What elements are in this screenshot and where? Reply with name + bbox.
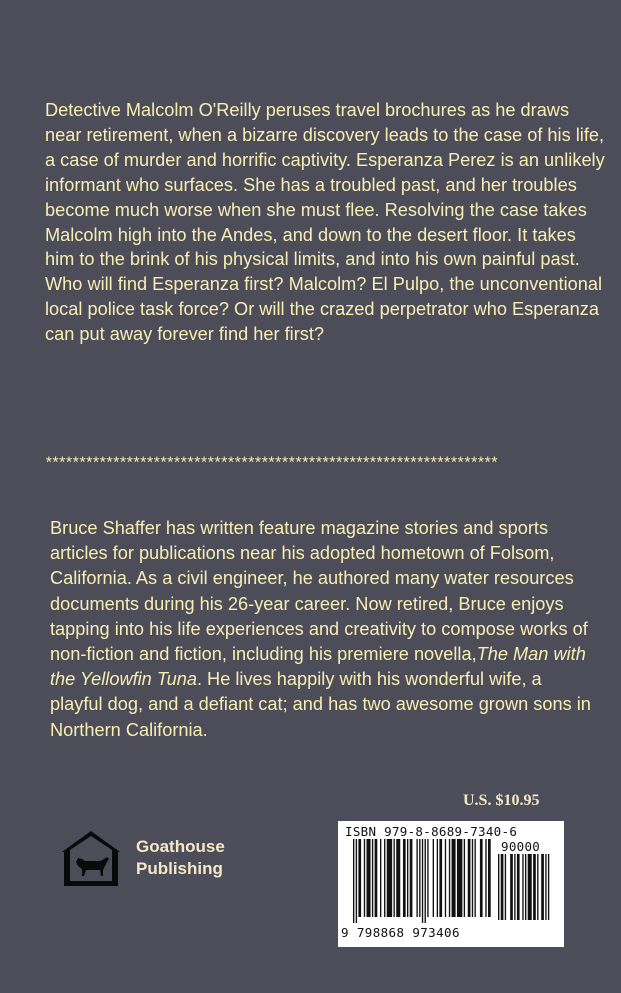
barcode-bar bbox=[537, 854, 538, 920]
publisher-name bbox=[136, 836, 225, 880]
barcode-bar bbox=[498, 854, 499, 920]
author-bio bbox=[50, 516, 595, 743]
bio-text-start: Bruce Shaffer has written feature magazine stories and sports articles for publications near his adopted hometown of Folsom, California. As a civil engineer, he authored many water resources documents during his 26-year career. Now retired, Bruce enjoys tapping into his life experiences and creativity to compose works of non-fiction and fiction, including his premiere novella, bbox=[50, 518, 588, 665]
barcode-bar bbox=[433, 839, 434, 917]
barcode-bar bbox=[475, 839, 476, 917]
barcode-bar bbox=[437, 839, 438, 917]
barcode-bar bbox=[375, 839, 378, 917]
barcode-bar bbox=[501, 854, 504, 920]
bio-text-end: . He lives happily with his wonderful wife, a playful dog, and a defiant cat; and has two awesome grown sons in Northern California. bbox=[50, 669, 591, 740]
barcode-bar bbox=[517, 854, 520, 920]
book-title: The Man with the Yellowfin Tuna bbox=[50, 644, 586, 690]
publisher-name-line2: Publishing bbox=[136, 859, 223, 878]
barcode-bar bbox=[449, 839, 450, 917]
isbn-barcode bbox=[338, 821, 564, 947]
barcode-bar bbox=[545, 854, 546, 920]
barcode-bar bbox=[485, 839, 486, 917]
barcode-bar bbox=[427, 839, 428, 917]
barcode-bar bbox=[367, 839, 371, 917]
barcode-bar bbox=[510, 854, 513, 920]
publisher-block bbox=[58, 828, 225, 888]
barcode-bar bbox=[464, 839, 465, 917]
barcode-bar bbox=[407, 839, 408, 917]
barcode-bar bbox=[525, 854, 526, 920]
barcode-bar bbox=[439, 839, 442, 917]
ean-digits: 9 798868 973406 bbox=[341, 925, 460, 940]
barcode-bar bbox=[387, 839, 392, 917]
publisher-name-line1: Goathouse bbox=[136, 837, 225, 856]
barcode-bar bbox=[452, 839, 456, 917]
barcode-bar bbox=[384, 839, 385, 917]
barcode-bar bbox=[356, 839, 357, 923]
barcode-bar bbox=[410, 839, 413, 917]
separator-asterisks: ******************************************************************* bbox=[44, 455, 497, 473]
barcode-bar bbox=[480, 839, 483, 917]
barcode-bar bbox=[394, 839, 395, 917]
goat-house-icon bbox=[58, 828, 124, 888]
barcode-bar bbox=[548, 854, 549, 920]
ean-barcode-bars bbox=[353, 839, 491, 923]
barcode-bar bbox=[468, 839, 471, 917]
isbn-label: ISBN 979-8-8689-7340-6 bbox=[345, 824, 518, 839]
price-label: U.S. $10.95 bbox=[463, 792, 540, 809]
barcode-bar bbox=[541, 854, 544, 920]
barcode-bar bbox=[522, 854, 523, 920]
barcode-bar bbox=[422, 839, 423, 923]
barcode-bar bbox=[505, 854, 506, 920]
barcode-bar bbox=[396, 839, 400, 917]
addon-barcode-bars bbox=[498, 854, 560, 924]
barcode-bar bbox=[353, 839, 354, 923]
barcode-bar bbox=[372, 839, 373, 917]
barcode-bar bbox=[488, 839, 491, 917]
barcode-bar bbox=[533, 854, 536, 920]
barcode-bar bbox=[416, 839, 417, 917]
barcode-bar bbox=[445, 839, 446, 917]
description-text: Detective Malcolm O'Reilly peruses travel brochures as he draws near retirement, when a bizarre discovery leads to the case of his life, a case of murder and horrific captivity. Esperanza Perez is an unlikely informant who surfaces. She has a troubled past, and her troubles become much worse when she must flee. Resolving the case takes Malcolm high into the Andes, and down to the desert floor. It takes him to the brink of his physical limits, and into his own painful past. Who will find Esperanza first? Malcolm? El Pulpo, the unconventional local police task force? Or will the crazed perpetrator who Esperanza can put away forever find her first? bbox=[45, 100, 605, 345]
barcode-bar bbox=[364, 839, 365, 917]
barcode-bar bbox=[528, 854, 532, 920]
barcode-bar bbox=[380, 839, 381, 917]
barcode-bar bbox=[403, 839, 406, 917]
barcode-bar bbox=[472, 839, 473, 917]
barcode-bar bbox=[358, 839, 361, 917]
barcode-bar bbox=[419, 839, 420, 917]
book-description bbox=[45, 98, 605, 347]
barcode-bar bbox=[457, 839, 462, 917]
barcode-bar bbox=[425, 839, 426, 923]
addon-number: 90000 bbox=[501, 839, 541, 854]
barcode-bar bbox=[514, 854, 515, 920]
